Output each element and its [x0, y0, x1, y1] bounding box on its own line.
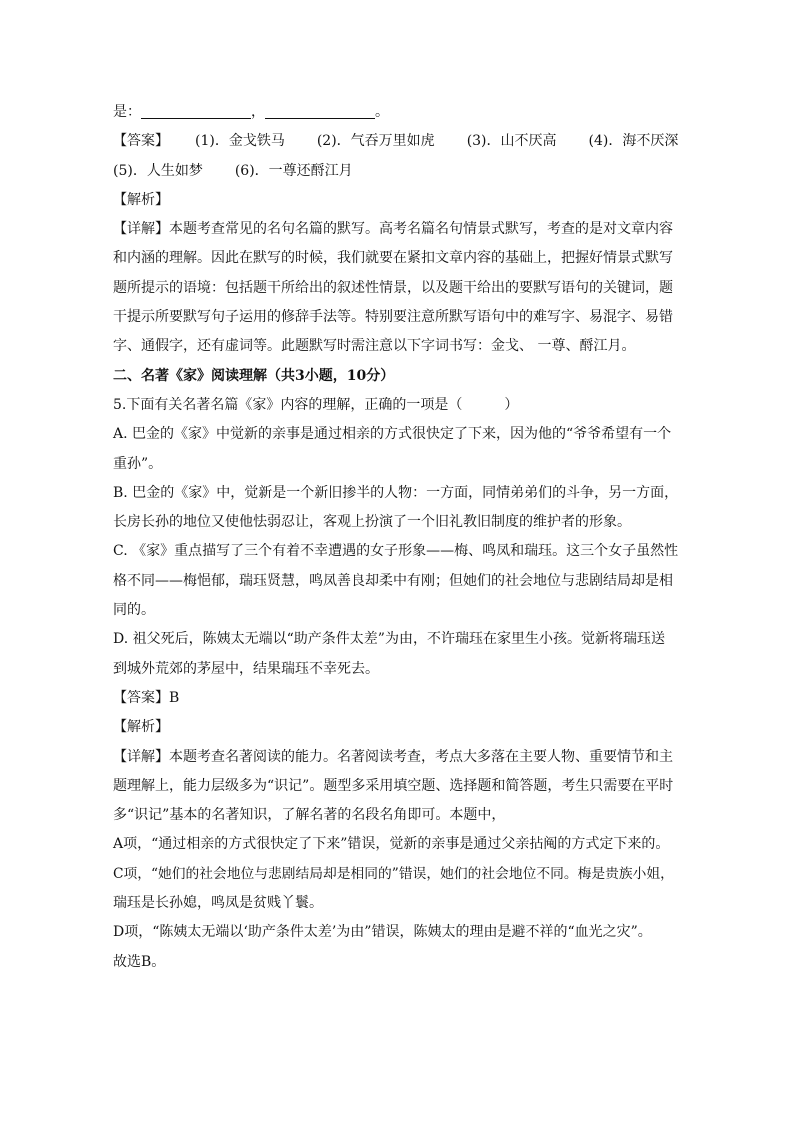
answer-line: 【答案】B [113, 689, 180, 706]
q4-answer-line-1 [113, 127, 683, 156]
option-b-line-2: 长房长孙的地位又使他怯弱忍让，客观上扮演了一个旧礼教旧制度的维护者的形象。 [113, 514, 631, 531]
option-d-line-1: D. 祖父死后，陈姨太无端以“助产条件太差”为由，不许瑞珏在家里生小孩。觉新将瑞珏送 [113, 631, 665, 648]
document-page [113, 98, 683, 977]
answer-item: (3)．山不厌高 [466, 133, 557, 150]
answer-item: (6)．一尊还酹江月 [234, 162, 353, 179]
analysis-label: 【解析】 [113, 191, 169, 208]
detail-line: A项，“通过相亲的方式很快定了下来”错误，觉新的亲事是通过父亲拈阄的方式定下来的。 [113, 836, 670, 853]
detail-line: 【详解】本题考查名著阅读的能力。名著阅读考查，考点大多落在主要人物、重要情节和主 [113, 748, 673, 765]
fill-in-line: 是： ， 。 [113, 104, 389, 120]
detail-line: 题所提示的语境：包括题干所给出的叙述性情景，以及题干给出的要默写语句的关键词，题 [113, 279, 673, 296]
option-b-line-1: B. 巴金的《家》中，觉新是一个新旧掺半的人物：一方面，同情弟弟们的斗争，另一方面， [113, 484, 679, 501]
answer-item: (2)．气吞万里如虎 [316, 133, 435, 150]
detail-line: 干提示所要默写句子运用的修辞手法等。特别要注意所默写语句中的难写字、易混字、易错 [113, 309, 673, 326]
q4-answer-line-2 [113, 157, 683, 186]
detail-line: D项，“陈姨太无端以‘助产条件太差’为由”错误，陈姨太的理由是避不祥的“血光之灾”。 [113, 924, 652, 941]
detail-line: 【详解】本题考查常见的名句名篇的默写。高考名篇名句情景式默写，考查的是对文章内容 [113, 221, 673, 238]
detail-line: 题理解上，能力层级多为“识记”。题型多采用填空题、选择题和简答题，考生只需要在平时 [113, 777, 674, 794]
question-stem: 5.下面有关名著名篇《家》内容的理解，正确的一项是（ ） [113, 396, 519, 413]
detail-line: 字、通假字，还有虚词等。此题默写时需注意以下字词书写：金戈、 一尊、酹江月。 [113, 338, 636, 355]
detail-line: C项，“她们的社会地位与悲剧结局却是相同的”错误，她们的社会地位不同。梅是贵族小姐， [113, 865, 674, 882]
answer-label: 【答案】 [113, 133, 169, 150]
detail-line: 多“识记”基本的名著知识，了解名著的名段名角即可。本题中， [113, 807, 506, 824]
option-c-line-1: C. 《家》重点描写了三个有着不幸遭遇的女子形象——梅、鸣凤和瑞珏。这三个女子虽然性 [113, 543, 679, 560]
option-c-line-2: 格不同——梅悒郁，瑞珏贤慧，鸣凤善良却柔中有刚；但她们的社会地位与悲剧结局却是相 [113, 572, 673, 589]
answer-blank-1[interactable] [141, 117, 251, 119]
answer-item: (4)．海不厌深 [588, 133, 679, 150]
section-heading: 二、名著《家》阅读理解（共3小题，10分） [113, 367, 395, 384]
detail-line: 瑞珏是长孙媳，鸣凤是贫贱丫鬟。 [113, 895, 323, 912]
answer-blank-2[interactable] [265, 117, 375, 119]
detail-line: 故选B。 [113, 953, 166, 970]
analysis-label: 【解析】 [113, 719, 169, 736]
option-c-line-3: 同的。 [113, 602, 155, 619]
option-a-line-2: 重孙”。 [113, 455, 163, 472]
option-a-line-1: A. 巴金的《家》中觉新的亲事是通过相亲的方式很快定了下来，因为他的“爷爷希望有一个 [113, 426, 672, 443]
answer-item: (5)．人生如梦 [113, 162, 203, 179]
option-d-line-2: 到城外荒郊的茅屋中，结果瑞珏不幸死去。 [113, 660, 379, 677]
detail-line: 和内涵的理解。因此在默写的时候，我们就要在紧扣文章内容的基础上，把握好情景式默写 [113, 250, 673, 267]
answer-item: (1)．金戈铁马 [195, 133, 285, 150]
